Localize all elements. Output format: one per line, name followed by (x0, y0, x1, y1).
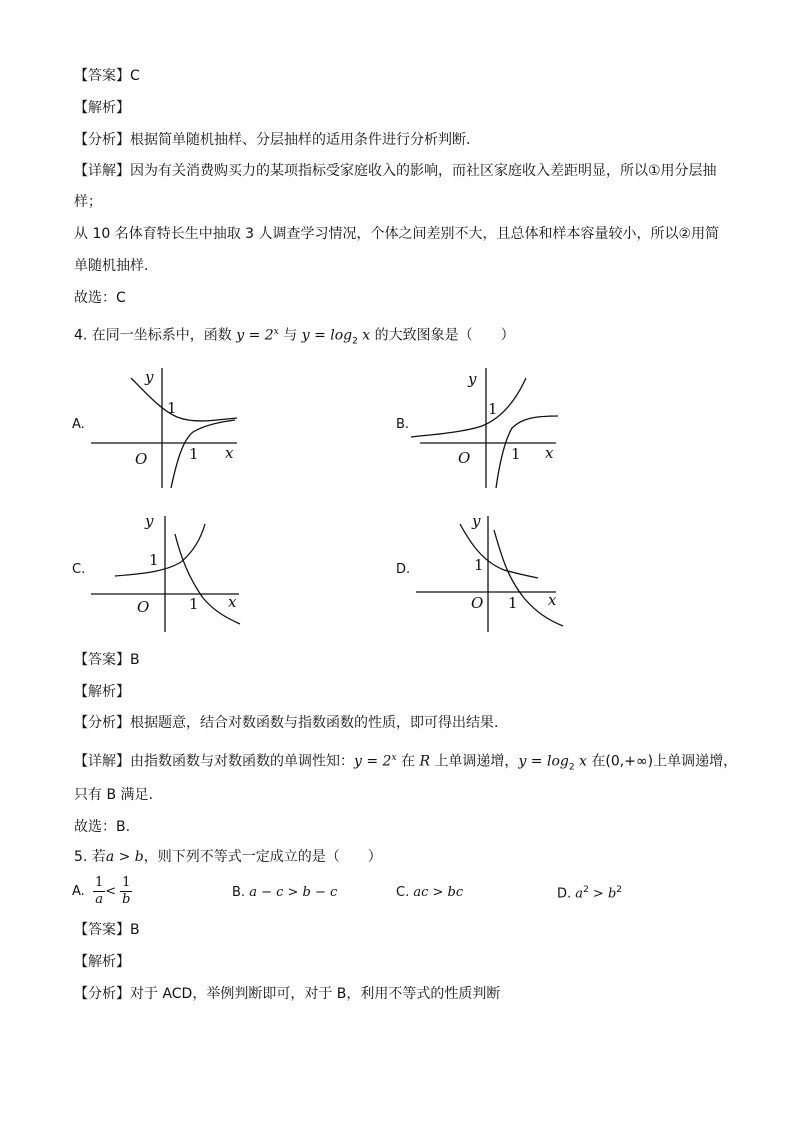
option-d: D. $a^2 > b^2$ (557, 885, 623, 902)
answer-line-q4: 【答案】B (74, 652, 140, 668)
fenxi-line-q4: 【分析】根据题意，结合对数函数与指数函数的性质，即可得出结果. (74, 715, 499, 731)
tick-one-y: 1 (167, 399, 177, 417)
graph-option-c (85, 508, 255, 638)
origin-label: O (458, 449, 471, 467)
graph-option-a (85, 360, 255, 495)
detail-line-2: 样； (74, 194, 102, 210)
graph-option-d (408, 508, 578, 638)
detail-line-1: 【详解】因为有关消费购买力的某项指标受家庭收入的影响，而社区家庭收入差距明显，所以①用分层抽 (74, 163, 717, 179)
fenxi-line-q3: 【分析】根据简单随机抽样、分层抽样的适用条件进行分析判断. (74, 132, 471, 148)
tick-one-x: 1 (189, 595, 199, 613)
y-axis-label: y (468, 370, 477, 388)
tick-one-y: 1 (474, 556, 484, 574)
graph-option-b (408, 360, 578, 495)
tick-one-y: 1 (488, 400, 498, 418)
question-5-stem: 5. 若a > b，则下列不等式一定成立的是（ ） (74, 849, 382, 865)
x-axis-label: x (225, 444, 234, 462)
x-axis-label: x (545, 444, 554, 462)
option-b: B. a − c > b − c (232, 885, 338, 900)
option-b-label: B. (396, 417, 410, 432)
tick-one-y: 1 (149, 551, 159, 569)
answer-line-q3: 【答案】C (74, 68, 140, 84)
choice-line-q4: 故选：B. (74, 819, 131, 835)
analysis-heading-q5: 【解析】 (74, 954, 130, 970)
detail-line-4: 单随机抽样. (74, 258, 149, 274)
tick-one-x: 1 (189, 445, 199, 463)
option-c: C. ac > bc (396, 885, 464, 900)
x-axis-label: x (228, 593, 237, 611)
tick-one-x: 1 (508, 594, 518, 612)
choice-line-q3: 故选：C (74, 290, 126, 306)
origin-label: O (471, 594, 484, 612)
option-d-label: D. (396, 562, 411, 577)
analysis-heading-q3: 【解析】 (74, 100, 130, 116)
answer-line-q5: 【答案】B (74, 922, 140, 938)
origin-label: O (135, 450, 148, 468)
y-axis-label: y (145, 512, 154, 530)
y-axis-label: y (145, 368, 154, 386)
option-c-label: C. (72, 562, 86, 577)
fenxi-line-q5: 【分析】对于 ACD，举例判断即可，对于 B，利用不等式的性质判断 (74, 986, 501, 1002)
question-4-stem: 4. 在同一坐标系中，函数 $y = 2^x$ 与 $y = \log_2 x$ 的大致图象是（ ） (74, 327, 515, 347)
x-axis-label: x (548, 591, 557, 609)
y-axis-label: y (472, 512, 481, 530)
origin-label: O (137, 598, 150, 616)
analysis-heading-q4: 【解析】 (74, 684, 130, 700)
detail-line-3: 从 10 名体育特长生中抽取 3 人调查学习情况，个体之间差别不大，且总体和样本容量较小，所以②用简 (74, 226, 720, 242)
fraction-1-over-a: $\frac{1}{a}$ (94, 875, 104, 907)
fraction-1-over-b: $\frac{1}{b}$ (122, 875, 131, 907)
option-a-label: A. (72, 417, 85, 432)
detail-line-q4-2: 只有 B 满足. (74, 787, 153, 803)
option-a: A. $\frac{1}{a}$ < $\frac{1}{b}$ (72, 875, 131, 907)
tick-one-x: 1 (511, 445, 521, 463)
detail-line-q4-1: 【详解】由指数函数与对数函数的单调性知：$y = 2^x$ 在 R 上单调递增，$y = \log_2 x$ 在(0,+∞)上单调递增， (74, 753, 738, 773)
